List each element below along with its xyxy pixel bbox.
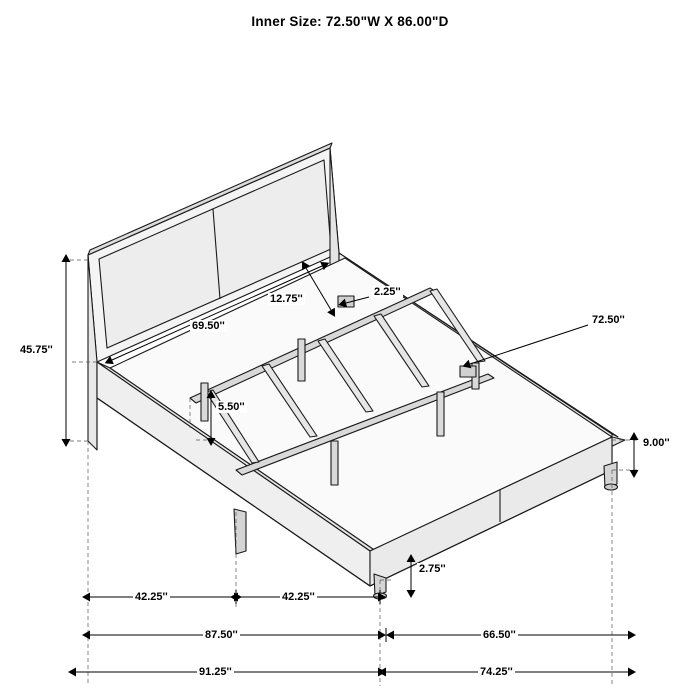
dim-leg-span-left: 42.25'' (135, 591, 168, 603)
dim-overall-depth: 91.25'' (199, 666, 232, 678)
dim-depth-right: 66.50'' (483, 629, 516, 641)
page-title: Inner Size: 72.50"W X 86.00"D (251, 14, 449, 29)
dim-slat-clearance: 5.50'' (218, 401, 245, 413)
dim-rail-height-right: 9.00'' (643, 437, 670, 449)
dim-leg-span-mid: 42.25'' (282, 591, 315, 603)
dim-headboard-width: 69.50'' (192, 320, 225, 332)
dim-depth-front: 87.50'' (205, 629, 238, 641)
dim-headboard-rail-drop: 12.75'' (270, 293, 303, 305)
dim-overall-height: 45.75'' (20, 344, 53, 356)
dim-foot-clearance: 2.75'' (419, 563, 446, 575)
dim-inner-width-right: 72.50'' (592, 314, 625, 326)
dim-side-rail-thickness: 2.25'' (374, 286, 401, 298)
dim-overall-width: 74.25'' (480, 666, 513, 678)
